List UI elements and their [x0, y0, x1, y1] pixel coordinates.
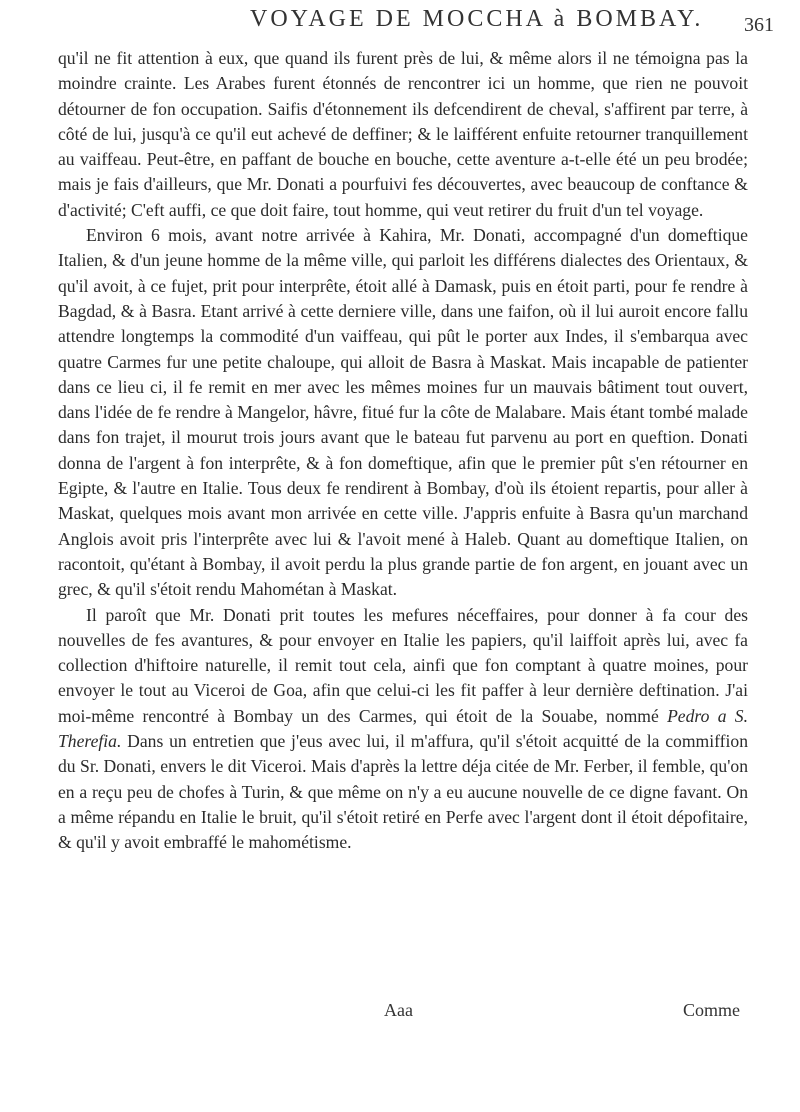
paragraph-3-end: Dans un entretien que j'eus avec lui, il m'affura, qu'il s'étoit acquitté de la commiffion du Sr. Donati, envers le dit Viceroi. Mais d'après la lettre déja citée de Mr. Ferber, il femble, qu'on en a reçu peu de chofes à Turin, & que même on n'y a eu aucune nouvelle de ce digne favant. On a même répandu en Italie le bruit, qu'il s'étoit retiré en Perfe avec l'argent dont il étoit dépofitaire, & qu'il y avoit embraffé le mahométisme. [58, 731, 748, 853]
catchword: Comme [683, 1000, 740, 1020]
body-text [58, 46, 748, 856]
signature-mark: Aaa [384, 1000, 413, 1020]
paragraph-3 [58, 603, 748, 856]
paragraph-2: Environ 6 mois, avant notre arrivée à Kahira, Mr. Donati, accompagné d'un domeftique Italien, & d'un jeune homme de la même ville, qui parloit les différens dialectes des Orientaux, & qu'il avoit, à ce fujet, prit pour interprête, étoit allé à Damask, puis en étoit parti, pour fe rendre à Bagdad, & à Basra. Etant arrivé à cette derniere ville, dans une faifon, où il lui auroit encore fallu attendre longtemps la commodité d'un vaiffeau, qui pût le porter aux Indes, il s'embarqua avec quatre Carmes fur une petite chaloupe, qui alloit de Basra à Maskat. Mais incapable de patienter dans ce lieu ci, il fe remit en mer avec les mêmes moines fur un mauvais bâtiment tout ouvert, dans l'idée de fe rendre à Mangelor, hâvre, fitué fur la côte de Malabare. Mais étant tombé malade dans fon trajet, il mourut trois jours avant que le bateau fut parvenu au port en queftion. Donati donna de l'argent à fon interprête, & à fon domeftique, afin que le premier pût s'en rétourner en Egipte, & l'autre en Italie. Tous deux fe rendirent à Bombay, d'où ils étoient repartis, pour aller à Maskat, quelques mois avant mon arrivée en cette ville. J'appris enfuite à Basra qu'un marchand Anglois avoit pris l'interprête avec lui & l'avoit mené à Haleb. Quant au domeftique Italien, on racontoit, qu'étant à Bombay, il avoit perdu la plus grande partie de fon argent, en jouant avec un grec, & qu'il s'étoit rendu Mahométan à Maskat. [58, 225, 748, 600]
page-number: 361 [744, 14, 774, 36]
page-footer [0, 1000, 800, 1030]
paragraph-3-start: Il paroît que Mr. Donati prit toutes les mefures néceffaires, pour donner à fa cour des nouvelles de fes avantures, & pour envoyer en Italie les papiers, qu'il laiffoit après lui, avec fa collection d'hiftoire naturelle, il remit tout cela, ainfi que fon comptant à quatre moines, pour envoyer le tout au Viceroi de Goa, afin que celui-ci les fit paffer à leur dernière deftination. J'ai moi-même rencontré à Bombay un des Carmes, qui étoit de la Souabe, nommé [58, 604, 748, 726]
running-title: VOYAGE DE MOCCHA à BOMBAY. [250, 6, 704, 32]
running-head [0, 4, 800, 44]
carmelite-name: Pedro a S. Therefia. [58, 705, 748, 752]
paragraph-1: qu'il ne fit attention à eux, que quand ils furent près de lui, & même alors il ne témoigna pas la moindre crainte. Les Arabes furent étonnés de rencontrer ici un homme, que rien ne pouvoit détourner de fon occupation. Saifis d'étonnement ils defcendirent de cheval, s'affirent par terre, à côté de lui, jusqu'à ce qu'il eut achevé de deffiner; & le laifférent enfuite retourner tranquillement au vaiffeau. Peut-être, en paffant de bouche en bouche, cette aventure a-t-elle été un peu brodée; mais je fais d'ailleurs, que Mr. Donati a pourfuivi fes découvertes, avec beaucoup de conftance & d'activité; C'eft auffi, ce que doit faire, tout homme, qui veut retirer du fruit d'un tel voyage. [58, 48, 748, 220]
